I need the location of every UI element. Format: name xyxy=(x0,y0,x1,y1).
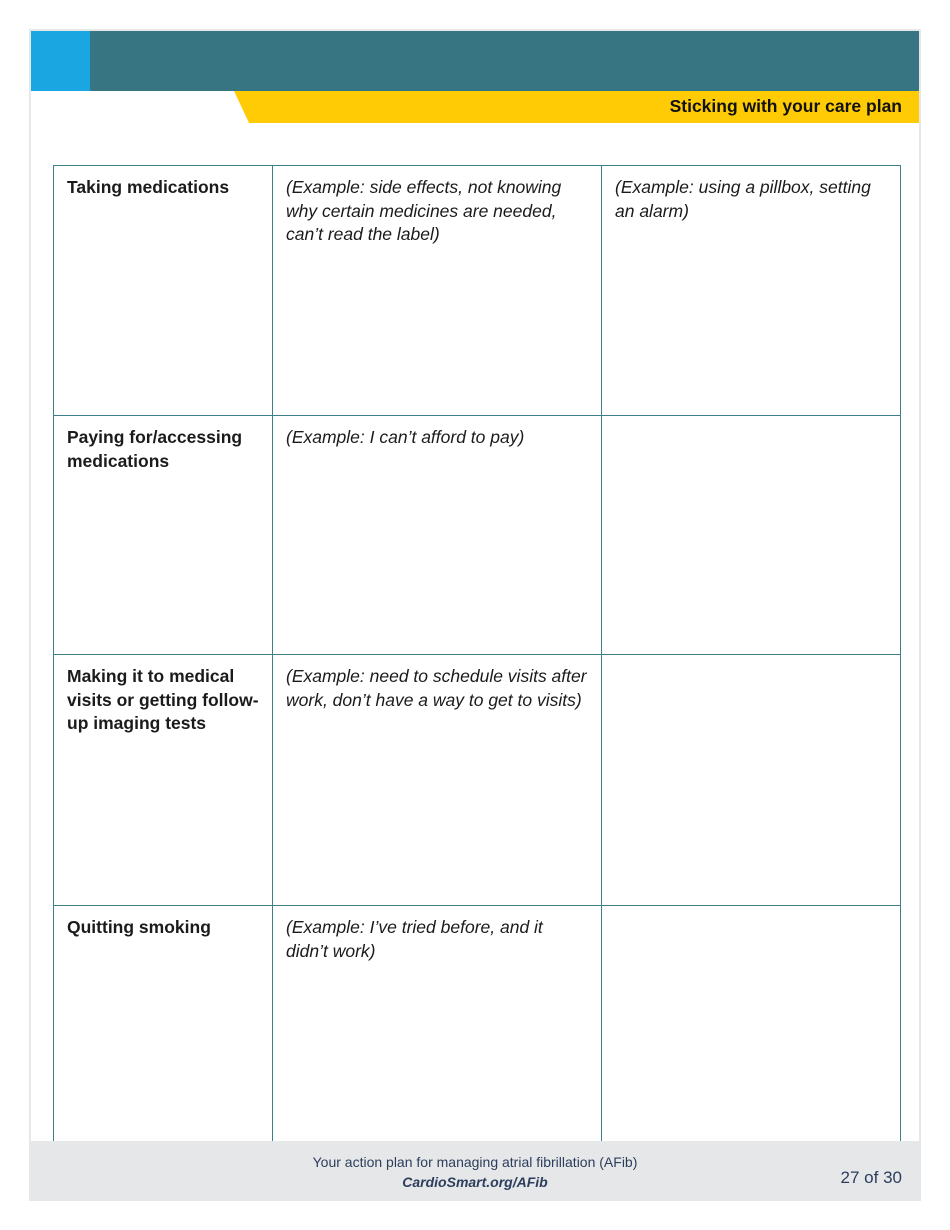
header-accent-block xyxy=(31,31,90,91)
topic-cell: Taking medications xyxy=(54,166,273,416)
solution-cell xyxy=(602,416,901,655)
barrier-cell: (Example: I can’t afford to pay) xyxy=(273,416,602,655)
page-number: 27 of 30 xyxy=(840,1168,902,1187)
section-title: Sticking with your care plan xyxy=(669,96,902,116)
solution-cell xyxy=(602,655,901,906)
page-footer xyxy=(31,1141,919,1201)
topic-cell: Making it to medical visits or getting follow-up imaging tests xyxy=(54,655,273,906)
table-row xyxy=(54,655,901,906)
solution-cell xyxy=(602,906,901,1160)
topic-cell: Paying for/accessing medications xyxy=(54,416,273,655)
barrier-cell: (Example: side effects, not knowing why certain medicines are needed, can’t read the label) xyxy=(273,166,602,416)
care-plan-table xyxy=(53,165,901,1160)
barrier-cell: (Example: I’ve tried before, and it didn’t work) xyxy=(273,906,602,1160)
solution-cell: (Example: using a pillbox, setting an alarm) xyxy=(602,166,901,416)
footer-website: CardioSmart.org/AFib xyxy=(402,1174,548,1190)
barrier-cell: (Example: need to schedule visits after work, don’t have a way to get to visits) xyxy=(273,655,602,906)
document-page xyxy=(29,29,921,1201)
table-row xyxy=(54,906,901,1160)
topic-cell: Quitting smoking xyxy=(54,906,273,1160)
table-row xyxy=(54,166,901,416)
table-row xyxy=(54,416,901,655)
header-bar xyxy=(31,31,919,91)
footer-title: Your action plan for managing atrial fibrillation (AFib) xyxy=(312,1154,638,1170)
section-tab xyxy=(234,91,919,123)
